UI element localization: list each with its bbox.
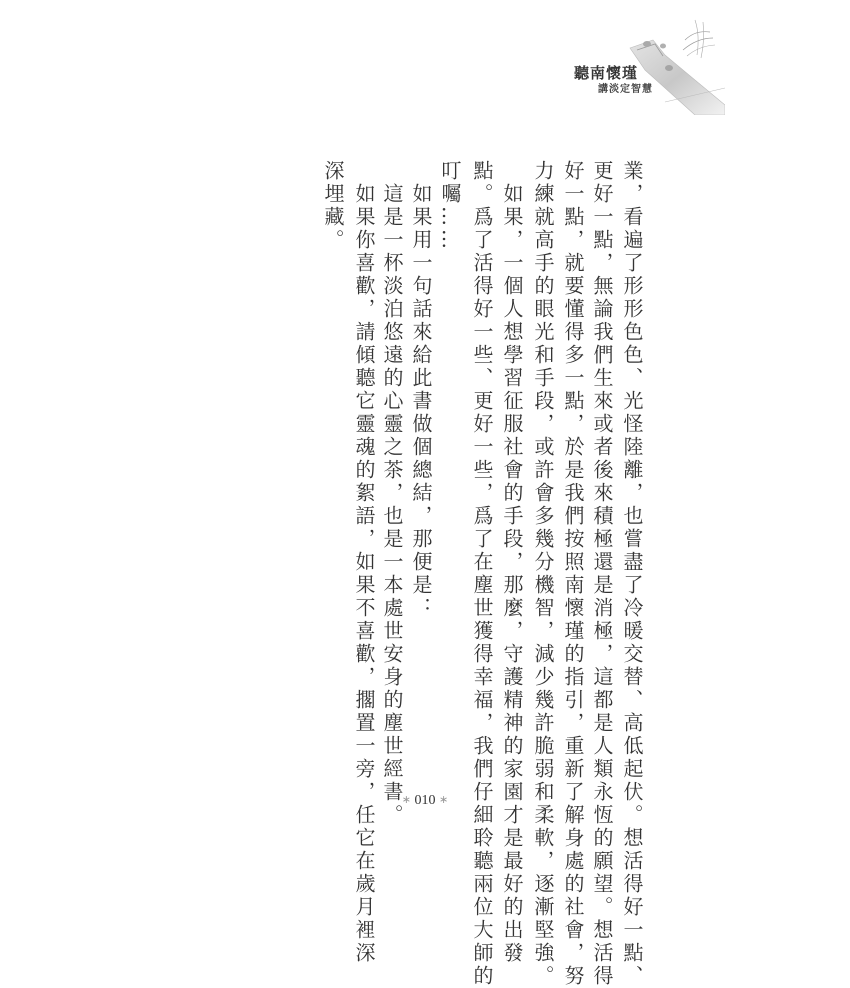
text-column: 好一點，就要懂得多一點，於是我們按照南懷瑾的指引，重新了解身處的社會，努	[561, 160, 585, 988]
ornament-right-icon: ∗	[439, 794, 449, 806]
text-column: 深埋藏。	[321, 160, 345, 252]
page-number	[0, 793, 850, 809]
text-column: 力練就高手的眼光和手段，或許會多幾分機智，減少幾許脆弱和柔軟，逐漸堅強。	[531, 160, 555, 988]
book-title: 聽南懷瑾	[574, 64, 639, 82]
text-column: 這是一杯淡泊悠遠的心靈之茶，也是一本處世安身的塵世經書。	[380, 183, 404, 827]
page-number-value: 010	[414, 793, 436, 808]
text-column: 如果用一句話來給此書做個總結，那便是：	[409, 183, 433, 620]
text-column: 業，看遍了形形色色、光怪陸離，也嘗盡了冷暖交替、高低起伏。想活得好一點、	[620, 160, 644, 988]
guqin-illustration	[625, 10, 725, 115]
text-column: 點。爲了活得好一些、更好一些，爲了在塵世獲得幸福，我們仔細聆聽兩位大師的	[470, 160, 494, 988]
text-column: 叮囑……	[438, 160, 462, 252]
text-column: 更好一點，無論我們生來或者後來積極還是消極，這都是人類永恆的願望。想活得	[590, 160, 614, 988]
ornament-left-icon: ∗	[401, 794, 411, 806]
book-subtitle: 講淡定智慧	[598, 84, 653, 95]
text-column: 如果，一個人想學習征服社會的手段，那麼，守護精神的家園才是最好的出發	[500, 183, 524, 965]
text-column: 如果你喜歡，請傾聽它靈魂的絮語，如果不喜歡，擱置一旁，任它在歲月裡深	[352, 183, 376, 965]
